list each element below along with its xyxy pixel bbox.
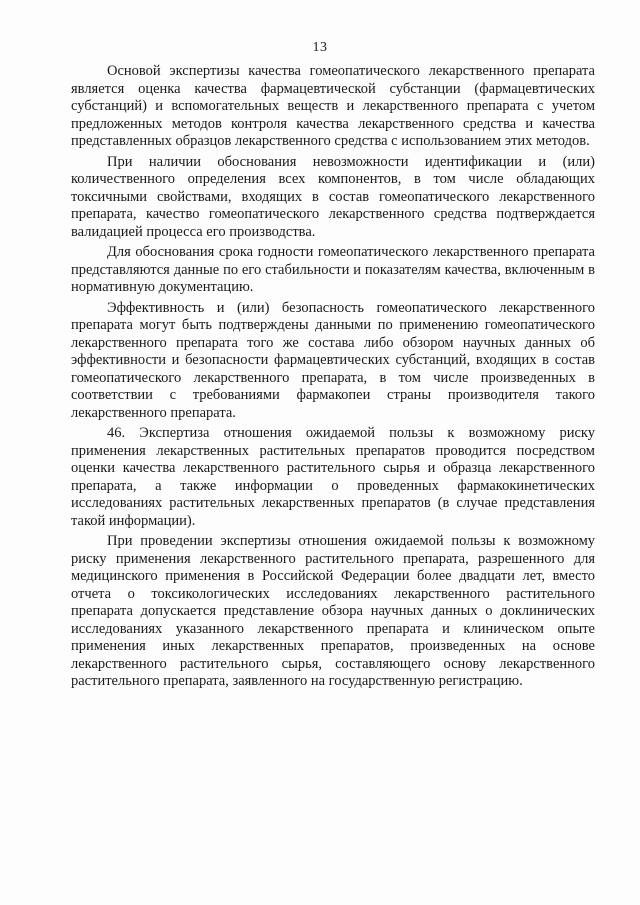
- paragraph-efficacy-safety: Эффективность и (или) безопасность гомеопатического лекарственного препарата могут быть подтверждены данными по применению гомеопатического лекарственного препарата того же состава либо обзором научных данных об эффективности и безопасности фармацевтических субстанций, входящих в состав гомеопатического лекарственного препарата, в том числе произведенных в соответствии с требованиями фармакопеи страны производителя такого лекарственного препарата.: [71, 299, 595, 421]
- paragraph-quality-expertise: Основой экспертизы качества гомеопатического лекарственного препарата является оценка качества фармацевтической субстанции (фармацевтических субстанций) и вспомогательных веществ и лекарственного препарата с учетом предложенных методов контроля качества лекарственного средства и качества представленных образцов лекарственного средства с использованием этих методов.: [71, 63, 595, 149]
- paragraph-identification-justification: При наличии обоснования невозможности идентификации и (или) количественного определения всех компонентов, в том числе обладающих токсичными свойствами, входящих в состав гомеопатического лекарственного препарата, качество гомеопатического лекарственного средства подтверждается валидацией процесса его производства.: [71, 153, 595, 240]
- paragraph-item-46: 46. Экспертиза отношения ожидаемой пользы к возможному риску применения лекарственных растительных препаратов проводится посредством оценки качества лекарственного растительного сырья и образца лекарственного препарата, а также информации о проведенных фармакокинетических исследованиях растительных лекарственных препаратов (в случае представления такой информации).: [71, 425, 595, 529]
- paragraph-herbal-preparation-review: При проведении экспертизы отношения ожидаемой пользы к возможному риску применения лекарственного растительного препарата, разрешенного для медицинского применения в Российской Федерации более двадцати лет, вместо отчета о токсикологических исследованиях лекарственного растительного препарата допускается представление обзора научных данных о доклинических исследованиях указанного лекарственного препарата и клиническом опыте применения иных лекарственных препаратов, произведенных на основе лекарственного растительного сырья, составляющего основу лекарственного растительного препарата, заявленного на государственную регистрацию.: [71, 533, 595, 689]
- document-body: [71, 63, 595, 693]
- paragraph-shelf-life: Для обоснования срока годности гомеопатического лекарственного препарата представляются данные по его стабильности и показателям качества, включенным в нормативную документацию.: [71, 244, 595, 295]
- page-number: 13: [312, 40, 328, 55]
